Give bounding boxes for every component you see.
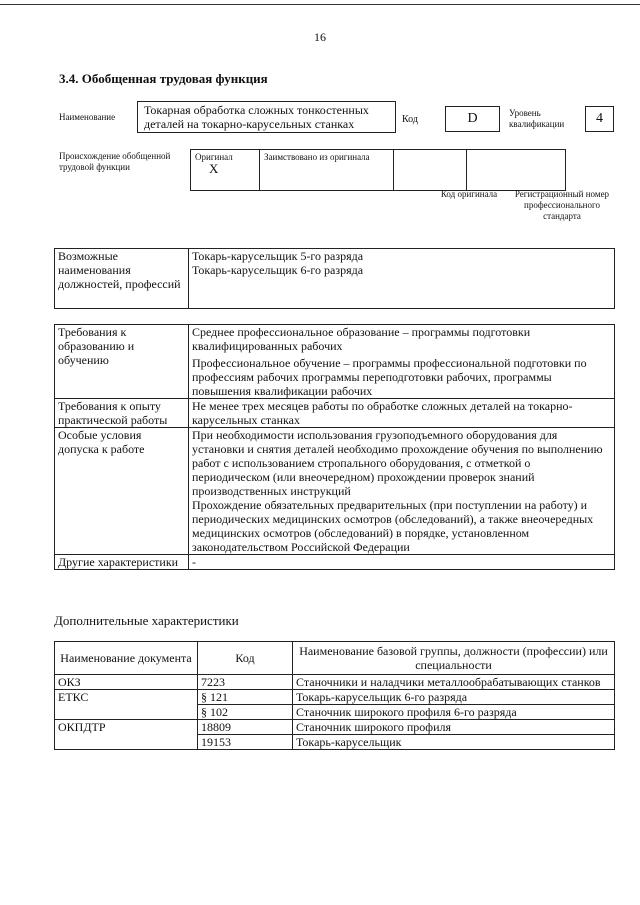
table-cell: ОКПДТР: [55, 720, 198, 750]
table-cell: ОКЗ: [55, 675, 198, 690]
table-cell: Станочник широкого профиля: [293, 720, 615, 735]
requirement-paragraph: Прохождение обязательных предварительных (при поступлении на работу) и периодических медицинских осмотров (обследований), а также внеочередных медицинских осмотров (обследований) в порядке, установленном законодательством Российской Федерации: [192, 498, 594, 554]
code-original-caption: Код оригинала: [440, 189, 498, 199]
requirement-value: [189, 428, 615, 555]
table-cell: Токарь-карусельщик 6-го разряда: [293, 690, 615, 705]
origin-code-cell: [394, 150, 467, 191]
origin-reg-cell: [467, 150, 566, 191]
requirement-paragraph: Не менее трех месяцев работы по обработке сложных деталей на токарно-карусельных станках: [192, 399, 573, 427]
column-header: Наименование базовой группы, должности (профессии) или специальности: [293, 642, 615, 675]
table-cell: Станочники и наладчики металлообрабатывающих станков: [293, 675, 615, 690]
table-row: [55, 555, 615, 570]
origin-original-cell: [191, 150, 260, 191]
requirement-paragraph: -: [192, 555, 196, 569]
requirement-paragraph: Среднее профессиональное образование – программы подготовки квалифицированных рабочих: [192, 325, 531, 353]
requirement-label: Требования к образованию и обучению: [55, 325, 189, 399]
requirement-label: Особые условия допуска к работе: [55, 428, 189, 555]
table-row: [55, 675, 615, 690]
table-cell: ЕТКС: [55, 690, 198, 720]
original-mark: X: [209, 161, 219, 176]
requirement-value: [189, 399, 615, 428]
requirement-paragraph: При необходимости использования грузоподъемного оборудования для установки и снятия деталей необходимо прохождение обучения по выполнению работ с использованием стропального оборудования, с отметкой о периодическом (или внеочередном) прохождении проверок знаний производственных инструкций: [192, 428, 603, 498]
professions-table: [54, 248, 615, 309]
origin-label: Происхождение обобщенной трудовой функции: [59, 151, 171, 172]
code-label: Код: [402, 114, 418, 125]
professions-values-cell: [189, 249, 615, 309]
professions-label: Возможные наименования должностей, профессий: [55, 249, 189, 309]
table-row: [55, 399, 615, 428]
table-row: [55, 690, 615, 705]
top-border-line: [0, 4, 640, 5]
table-cell: 18809: [198, 720, 293, 735]
table-cell: Станочник широкого профиля 6-го разряда: [293, 705, 615, 720]
profession-item: Токарь-карусельщик 6-го разряда: [192, 263, 364, 277]
requirements-table: [54, 324, 615, 570]
reg-number-caption: Регистрационный номер профессионального стандарта: [514, 189, 610, 221]
column-header: Наименование документа: [55, 642, 198, 675]
requirement-paragraph: Профессиональное обучение – программы профессиональной подготовки по профессиям рабочих программы переподготовки рабочих, программы повышения квалификации рабочих: [192, 356, 587, 398]
table-row: [55, 720, 615, 735]
name-label: Наименование: [59, 112, 116, 122]
profession-item: Токарь-карусельщик 5-го разряда: [192, 249, 364, 263]
page-number: 16: [314, 30, 326, 44]
requirement-label: Другие характеристики: [55, 555, 189, 570]
table-cell: § 102: [198, 705, 293, 720]
origin-table: [190, 149, 566, 191]
table-cell: 7223: [198, 675, 293, 690]
additional-table: [54, 641, 615, 750]
level-label: Уровень квалификации: [509, 108, 565, 129]
table-cell: Токарь-карусельщик: [293, 735, 615, 750]
requirement-label: Требования к опыту практической работы: [55, 399, 189, 428]
additional-title: Дополнительные характеристики: [54, 613, 239, 628]
function-name-box: Токарная обработка сложных тонкостенных деталей на токарно-карусельных станках: [137, 101, 396, 133]
table-row: [55, 428, 615, 555]
level-value-box: 4: [585, 106, 614, 132]
table-cell: 19153: [198, 735, 293, 750]
column-header: Код: [198, 642, 293, 675]
original-label: Оригинал: [195, 152, 233, 162]
table-header-row: [55, 642, 615, 675]
code-value-box: D: [445, 106, 500, 132]
table-row: [55, 325, 615, 399]
section-title: 3.4. Обобщенная трудовая функция: [59, 71, 268, 86]
table-cell: § 121: [198, 690, 293, 705]
origin-borrowed-cell: Заимствовано из оригинала: [260, 150, 394, 191]
requirement-value: [189, 555, 615, 570]
requirement-value: [189, 325, 615, 399]
